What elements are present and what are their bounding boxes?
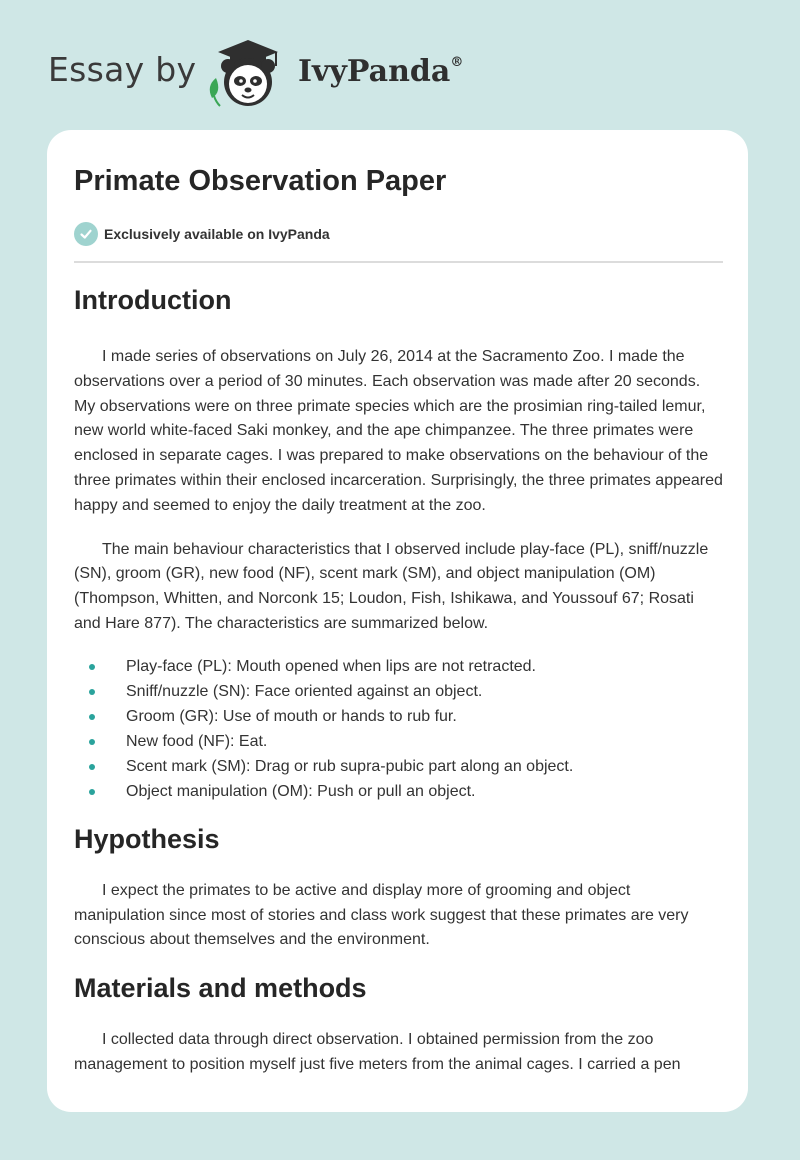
list-item-text: Groom (GR): Use of mouth or hands to rub fur. — [126, 707, 457, 725]
list-item-text: New food (NF): Eat. — [126, 732, 268, 750]
list-item-text: Play-face (PL): Mouth opened when lips are not retracted. — [126, 657, 536, 675]
list-item — [74, 754, 724, 779]
checkmark-icon — [74, 222, 98, 246]
bullet-icon — [89, 714, 95, 720]
list-item — [74, 779, 724, 804]
essay-body — [74, 282, 724, 1078]
behaviour-list — [74, 654, 724, 804]
bullet-icon — [89, 739, 95, 745]
essay-by-label: Essay by — [48, 50, 197, 89]
list-item — [74, 679, 724, 704]
essay-card — [47, 130, 748, 1112]
paragraph: I collected data through direct observation. I obtained permission from the zoo management to position myself just five meters from the animal cages. I carried a pen — [74, 1031, 681, 1073]
section-heading-materials: Materials and methods — [74, 973, 367, 1004]
section-heading-introduction: Introduction — [74, 285, 232, 315]
badge-label: Exclusively available on IvyPanda — [104, 226, 330, 242]
paragraph: The main behaviour characteristics that I observed include play-face (PL), sniff/nuzzle (SN), groom (GR), new food (NF), scent mark (SM), and object manipulation (OM) (Thompson, Whitten, and Norconk 15; Loudon, Fish, Ishikawa, and Youssouf 67; Rosati and Hare 877). The characteristics are summarized below. — [74, 540, 709, 632]
section-heading-hypothesis: Hypothesis — [74, 823, 220, 854]
paragraph: I expect the primates to be active and display more of grooming and object manipulation since most of stories and class work suggest that these primates are very conscious about themselves and the environment. — [74, 881, 689, 949]
brand-text: IvyPanda — [298, 54, 451, 89]
list-item-text: Sniff/nuzzle (SN): Face oriented against an object. — [126, 682, 483, 700]
page-title: Primate Observation Paper — [74, 165, 447, 197]
site-header — [48, 36, 748, 116]
list-item — [74, 729, 724, 754]
ivypanda-logo-icon[interactable] — [200, 36, 296, 112]
bullet-icon — [89, 689, 95, 695]
list-item-text: Scent mark (SM): Drag or rub supra-pubic part along an object. — [126, 757, 574, 775]
bullet-icon — [89, 664, 95, 670]
list-item — [74, 704, 724, 729]
paragraph: I made series of observations on July 26, 2014 at the Sacramento Zoo. I made the observations over a period of 30 minutes. Each observation was made after 20 seconds. My observations were on three primate species which are the prosimian ring-tailed lemur, new world white-faced Saki monkey, and the ape chimpanzee. The three primates were enclosed in separate cages. I was prepared to make observations on the behaviour of the three primates within their enclosed incarceration. Surprisingly, the three primates appeared happy and seemed to enjoy the daily treatment at the zoo. — [74, 348, 723, 514]
list-item — [74, 654, 724, 679]
bullet-icon — [89, 789, 95, 795]
bullet-icon — [89, 764, 95, 770]
exclusive-badge — [74, 222, 330, 246]
divider — [74, 261, 723, 263]
list-item-text: Object manipulation (OM): Push or pull an object. — [126, 782, 476, 800]
registered-mark: ® — [450, 55, 464, 70]
brand-name[interactable] — [298, 54, 463, 89]
